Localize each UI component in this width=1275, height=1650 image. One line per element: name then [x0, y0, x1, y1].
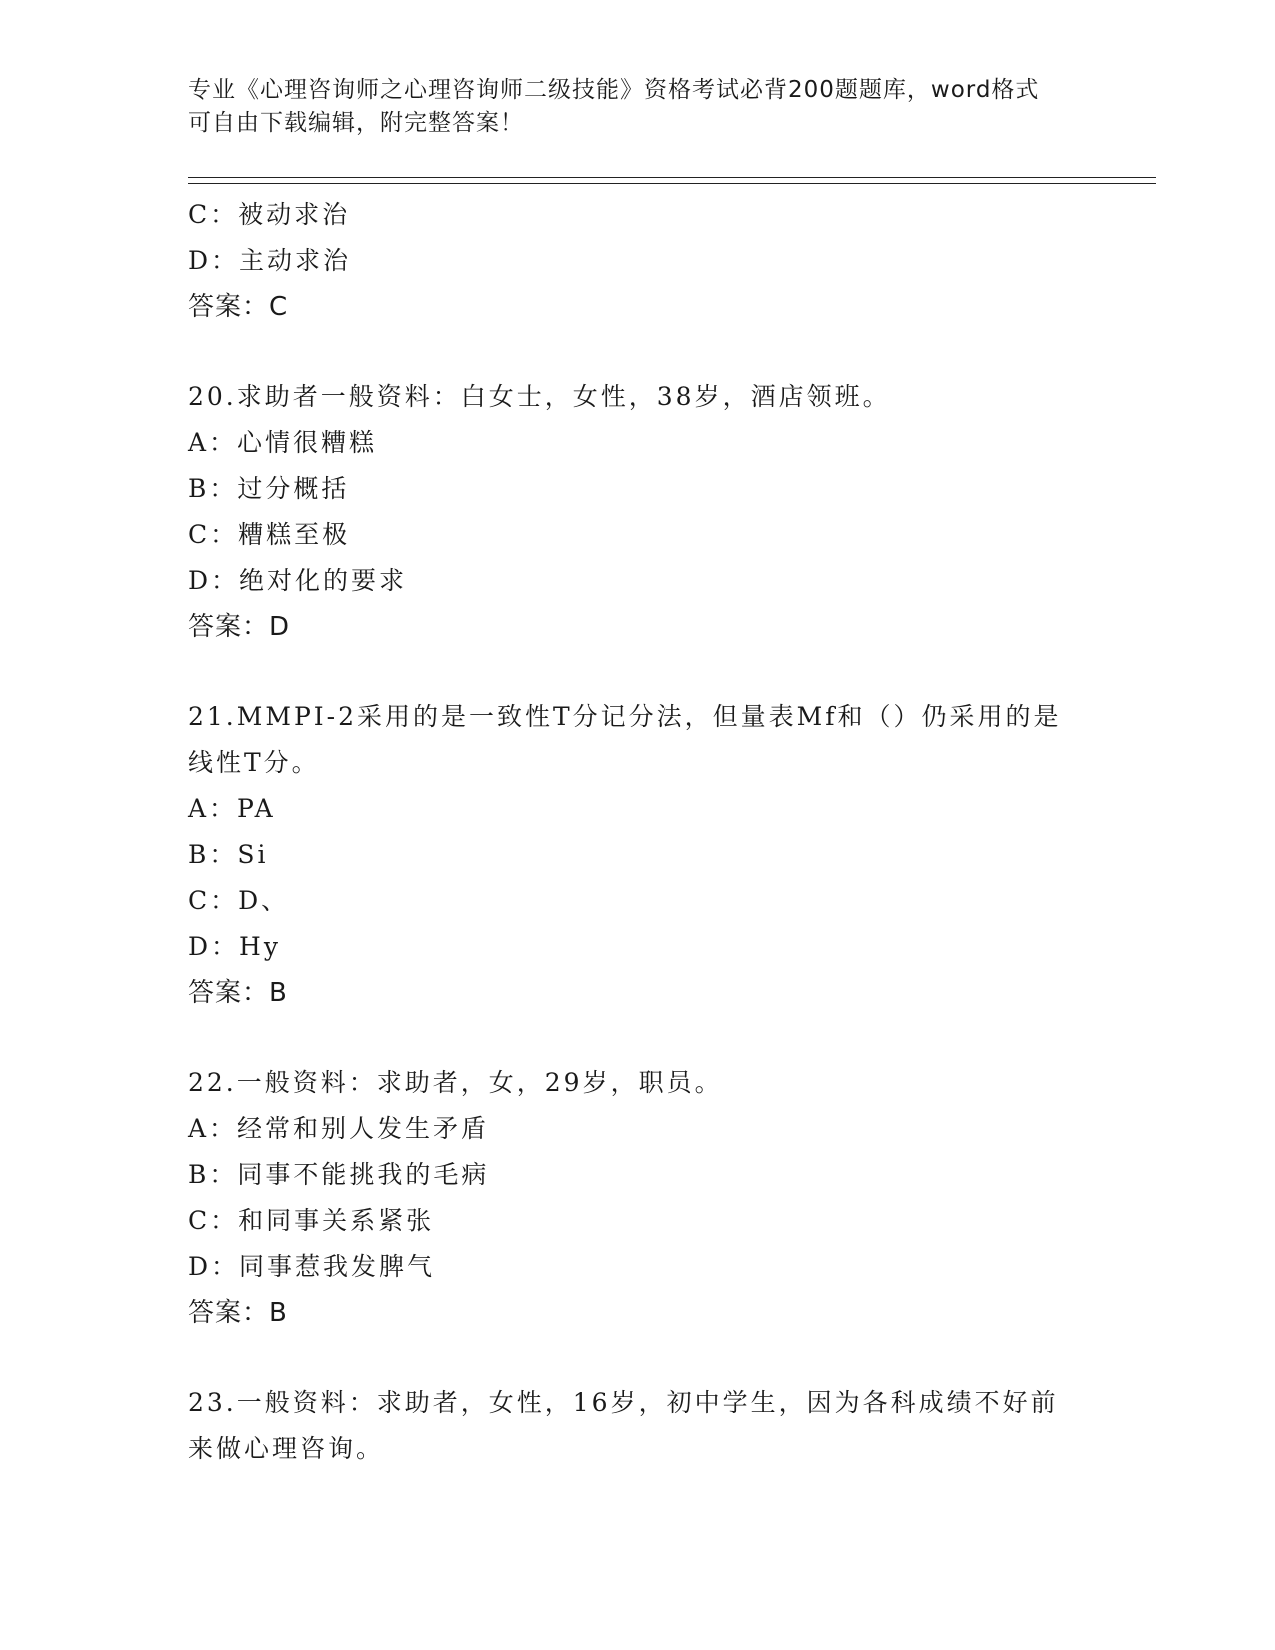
header-title-line-2: 可自由下载编辑，附完整答案！ — [188, 110, 524, 136]
header-divider-top — [188, 177, 1156, 178]
header-title-line-1: 专业《心理咨询师之心理咨询师二级技能》资格考试必背200题题库，word格式 — [188, 77, 1040, 103]
answer-line: 答案：C — [188, 292, 289, 322]
answer-line: 答案：B — [188, 978, 288, 1008]
option-b: B：同事不能挑我的毛病 — [188, 1160, 490, 1189]
option-b: B：Si — [188, 840, 269, 869]
option-d: D：同事惹我发脾气 — [188, 1252, 436, 1281]
answer-line: 答案：D — [188, 612, 291, 642]
option-c: C：D、 — [188, 886, 290, 915]
question-23 — [188, 1380, 1088, 1472]
option-d: D：Hy — [188, 932, 281, 961]
option-c: C：和同事关系紧张 — [188, 1206, 435, 1235]
option-d: D：主动求治 — [188, 246, 352, 275]
question-19-tail — [188, 192, 1088, 330]
option-b: B：过分概括 — [188, 474, 350, 503]
option-a: A：心情很糟糕 — [188, 428, 378, 457]
question-21 — [188, 694, 1088, 1016]
option-c: C：糟糕至极 — [188, 520, 351, 549]
question-text: 21.MMPI-2采用的是一致性T分记分法，但量表Mf和（）仍采用的是 线性T分。 — [188, 702, 1062, 777]
answer-line: 答案：B — [188, 1298, 288, 1328]
option-a: A：经常和别人发生矛盾 — [188, 1114, 490, 1143]
question-text: 23.一般资料：求助者，女性，16岁，初中学生，因为各科成绩不好前 来做心理咨询。 — [188, 1388, 1059, 1463]
question-list — [188, 192, 1088, 1472]
question-text: 20.求助者一般资料：白女士，女性，38岁，酒店领班。 — [188, 382, 891, 411]
option-a: A：PA — [188, 794, 276, 823]
header-divider-bottom — [188, 183, 1156, 184]
document-header — [188, 74, 1068, 140]
option-c: C：被动求治 — [188, 200, 351, 229]
question-text: 22.一般资料：求助者，女，29岁，职员。 — [188, 1068, 723, 1097]
question-20 — [188, 374, 1088, 650]
question-22 — [188, 1060, 1088, 1336]
option-d: D：绝对化的要求 — [188, 566, 408, 595]
